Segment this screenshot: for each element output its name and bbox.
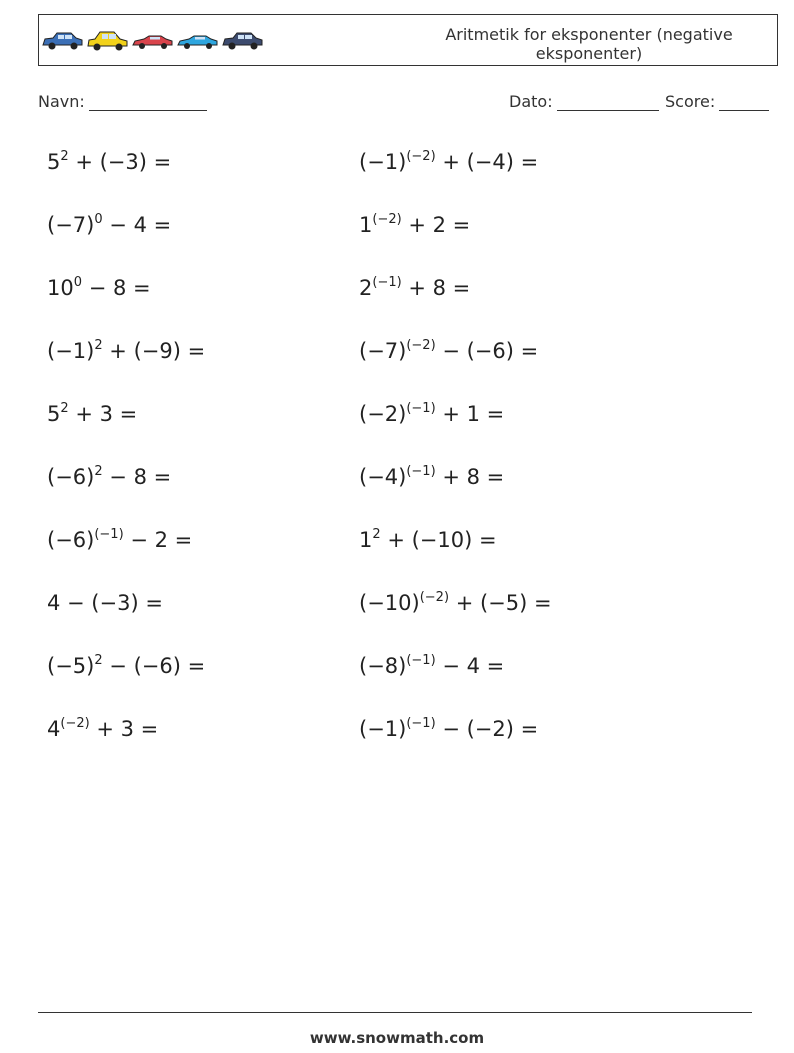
problem-base: (−4) (359, 465, 407, 489)
problem-item (359, 591, 552, 615)
problem-base: (−8) (359, 654, 407, 678)
problem-item (47, 528, 192, 552)
problem-base: (−5) (47, 654, 95, 678)
problem-base: (−1) (359, 717, 407, 741)
score-line (719, 94, 769, 111)
problem-rest: + (−5) = (449, 591, 552, 615)
problem-rest: − 4 = (102, 213, 172, 237)
problem-exponent: (−1) (406, 716, 436, 731)
problem-rest: − 8 = (82, 276, 151, 300)
car-icon-red (131, 29, 174, 51)
problem-exponent: (−2) (406, 338, 436, 353)
name-label: Navn: (38, 92, 85, 111)
problem-base: (−6) (47, 465, 95, 489)
problem-exponent: 2 (60, 401, 69, 416)
problem-exponent: (−1) (372, 275, 402, 290)
problem-base: (−1) (359, 150, 407, 174)
problem-rest: + 3 = (89, 717, 159, 741)
problem-rest: − (−6) = (435, 339, 539, 363)
problem-base: 5 (47, 402, 61, 426)
problem-exponent: (−2) (406, 149, 436, 164)
problem-base: 5 (47, 150, 61, 174)
problem-rest: + 1 = (435, 402, 505, 426)
problem-base: 10 (47, 276, 74, 300)
problem-exponent: 0 (73, 275, 83, 290)
problem-base: (−10) (359, 591, 420, 615)
problem-base: (−7) (359, 339, 407, 363)
problem-item (47, 276, 151, 300)
problem-exponent: (−2) (419, 590, 450, 605)
problem-base: 4 (47, 717, 61, 741)
problem-rest: + 8 = (435, 465, 505, 489)
problem-exponent: (−1) (406, 401, 436, 416)
problem-item (47, 213, 171, 237)
worksheet-title: Aritmetik for eksponenter (negative eksponenter) (445, 25, 733, 63)
problem-item (47, 339, 205, 363)
problem-exponent: 2 (94, 653, 103, 668)
score-label: Score: (665, 92, 716, 111)
problem-base: 1 (359, 213, 373, 237)
car-icon-cyan (176, 29, 219, 51)
problem-item (47, 465, 171, 489)
problem-exponent: 2 (372, 527, 381, 542)
worksheet-header (38, 14, 778, 66)
problem-exponent: (−1) (94, 527, 124, 542)
problem-rest: − (−2) = (435, 717, 539, 741)
problem-item (47, 591, 163, 615)
car-icon-navy (221, 29, 264, 51)
problem-rest: − 4 = (435, 654, 505, 678)
problem-rest: + (−10) = (380, 528, 497, 552)
problem-item (359, 528, 497, 552)
problem-rest: + 8 = (401, 276, 471, 300)
problem-exponent: (−2) (60, 716, 90, 731)
problem-rest: + 2 = (401, 213, 471, 237)
problem-exponent: (−1) (406, 653, 436, 668)
date-field (509, 92, 659, 111)
car-icon-yellow (86, 29, 129, 51)
problem-base: 1 (359, 528, 373, 552)
problem-item (359, 717, 538, 741)
problem-base: 2 (359, 276, 373, 300)
problem-exponent: 0 (94, 212, 103, 227)
problem-base: (−2) (359, 402, 407, 426)
problem-item (47, 150, 171, 174)
name-line (89, 94, 207, 111)
problem-base: (−7) (47, 213, 95, 237)
problem-exponent: 2 (60, 149, 69, 164)
problem-exponent: (−2) (372, 212, 402, 227)
problem-exponent: (−1) (406, 464, 436, 479)
problem-base: 4 − (−3) = (47, 591, 163, 615)
problem-rest: + (−9) = (102, 339, 206, 363)
problem-rest: + 3 = (68, 402, 138, 426)
problem-exponent: 2 (94, 338, 103, 353)
problem-item (359, 213, 470, 237)
problem-item (359, 150, 538, 174)
problem-item (359, 402, 504, 426)
problem-item (359, 276, 470, 300)
footer-divider (38, 1012, 752, 1013)
problem-exponent: 2 (94, 464, 103, 479)
problem-rest: − (−6) = (102, 654, 206, 678)
problem-item (47, 654, 205, 678)
problem-item (359, 654, 504, 678)
problem-base: (−6) (47, 528, 95, 552)
score-field (665, 92, 769, 111)
problem-rest: − 8 = (102, 465, 172, 489)
problem-base: (−1) (47, 339, 95, 363)
problem-item (359, 465, 504, 489)
problem-rest: + (−3) = (68, 150, 172, 174)
problem-rest: − 2 = (123, 528, 193, 552)
name-field (38, 92, 207, 111)
car-icons (41, 29, 264, 51)
problem-item (47, 402, 137, 426)
footer-site: www.snowmath.com (309, 1029, 485, 1047)
problem-item (47, 717, 158, 741)
date-line (557, 94, 659, 111)
problem-item (359, 339, 538, 363)
date-label: Dato: (509, 92, 553, 111)
car-icon-blue (41, 29, 84, 51)
problem-rest: + (−4) = (435, 150, 539, 174)
